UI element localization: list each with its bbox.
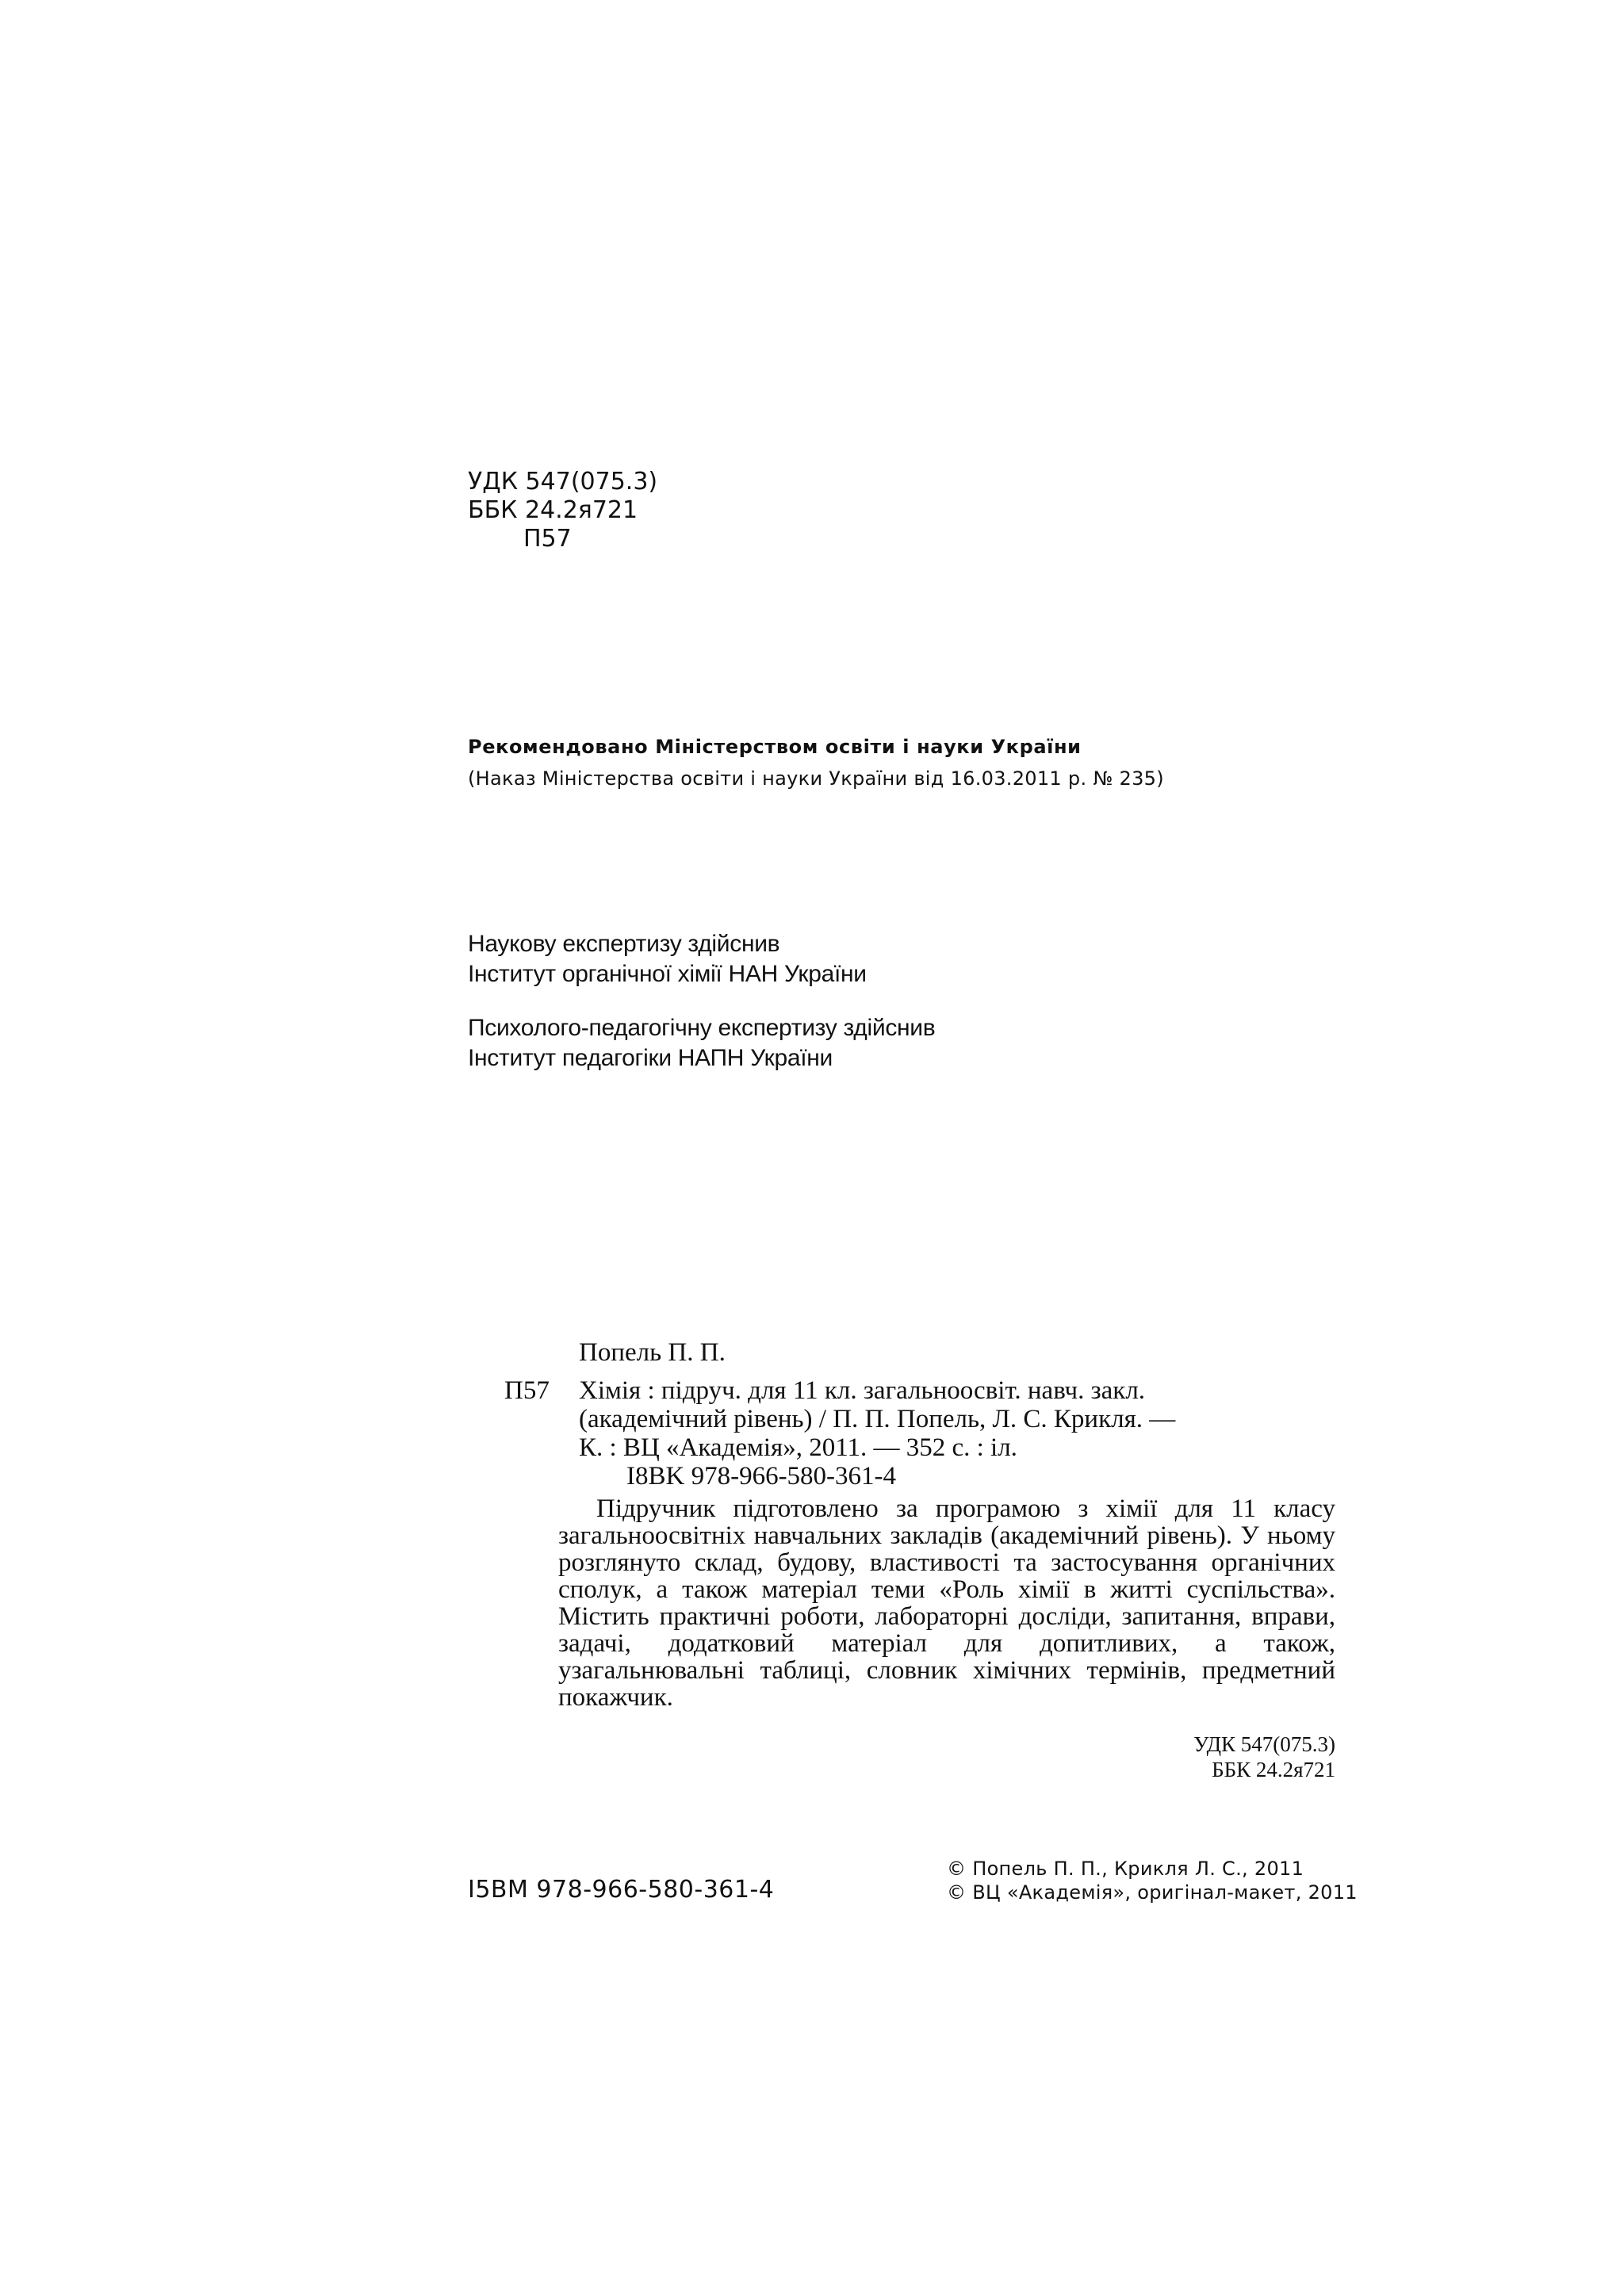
- card-udk: УДК 547(075.3): [1193, 1732, 1335, 1756]
- card-title-line2: (академічний рівень) / П. П. Попель, Л. С. Крикля. —: [579, 1405, 1176, 1433]
- isbn: I5BM 978-966-580-361-4: [468, 1876, 775, 1904]
- copyright-authors: © Попель П. П., Крикля Л. С., 2011: [947, 1858, 1304, 1880]
- psych-expertise: [468, 1013, 935, 1073]
- recommendation-title: Рекомендовано Міністерством освіти і науки України: [468, 736, 1082, 758]
- card-codes: [1193, 1732, 1335, 1782]
- copyright-publisher: © ВЦ «Академія», оригінал-макет, 2011: [947, 1881, 1358, 1904]
- recommendation-order: (Наказ Міністерства освіти і науки України від 16.03.2011 р. № 235): [468, 767, 1164, 790]
- card-call-number: П57: [504, 1376, 550, 1405]
- card-title-line3: К. : ВЦ «Академія», 2011. — 352 с. : іл.: [579, 1433, 1017, 1462]
- psych-expertise-line2: Інститут педагогіки НАПН України: [468, 1045, 833, 1071]
- udk-code: УДК 547(075.3): [468, 468, 658, 496]
- card-bbk: ББК 24.2я721: [1212, 1758, 1335, 1781]
- scientific-expertise-line1: Наукову експертизу здійснив: [468, 931, 780, 957]
- card-annotation: Підручник підготовлено за програмою з хімії для 11 класу загальноосвітніх навчальних закладів (академічний рівень). У ньому розглянуто склад, будову, властивості та застосування органічних сполук, а також матеріал теми «Роль хімії в житті суспільства». Містить практичні роботи, лабораторні досліди, запитання, вправи, задачі, додатковий матеріал для допитливих, а також, узагальнювальні таблиці, словник хімічних термінів, предметний покажчик.: [558, 1494, 1335, 1712]
- call-number: П57: [523, 525, 572, 553]
- card-isbn: I8BK 978-966-580-361-4: [626, 1462, 897, 1490]
- bbk-code: ББК 24.2я721: [468, 496, 638, 524]
- scientific-expertise-line2: Інститут органічної хімії НАН України: [468, 961, 867, 987]
- copyrights: [947, 1857, 1358, 1904]
- scientific-expertise: [468, 929, 867, 989]
- classification-codes: [468, 468, 657, 553]
- card-title-line1: Хімія : підруч. для 11 кл. загальноосвіт. навч. закл.: [579, 1376, 1146, 1405]
- psych-expertise-line1: Психолого-педагогічну експертизу здійснив: [468, 1015, 936, 1041]
- card-author: Попель П. П.: [579, 1338, 726, 1367]
